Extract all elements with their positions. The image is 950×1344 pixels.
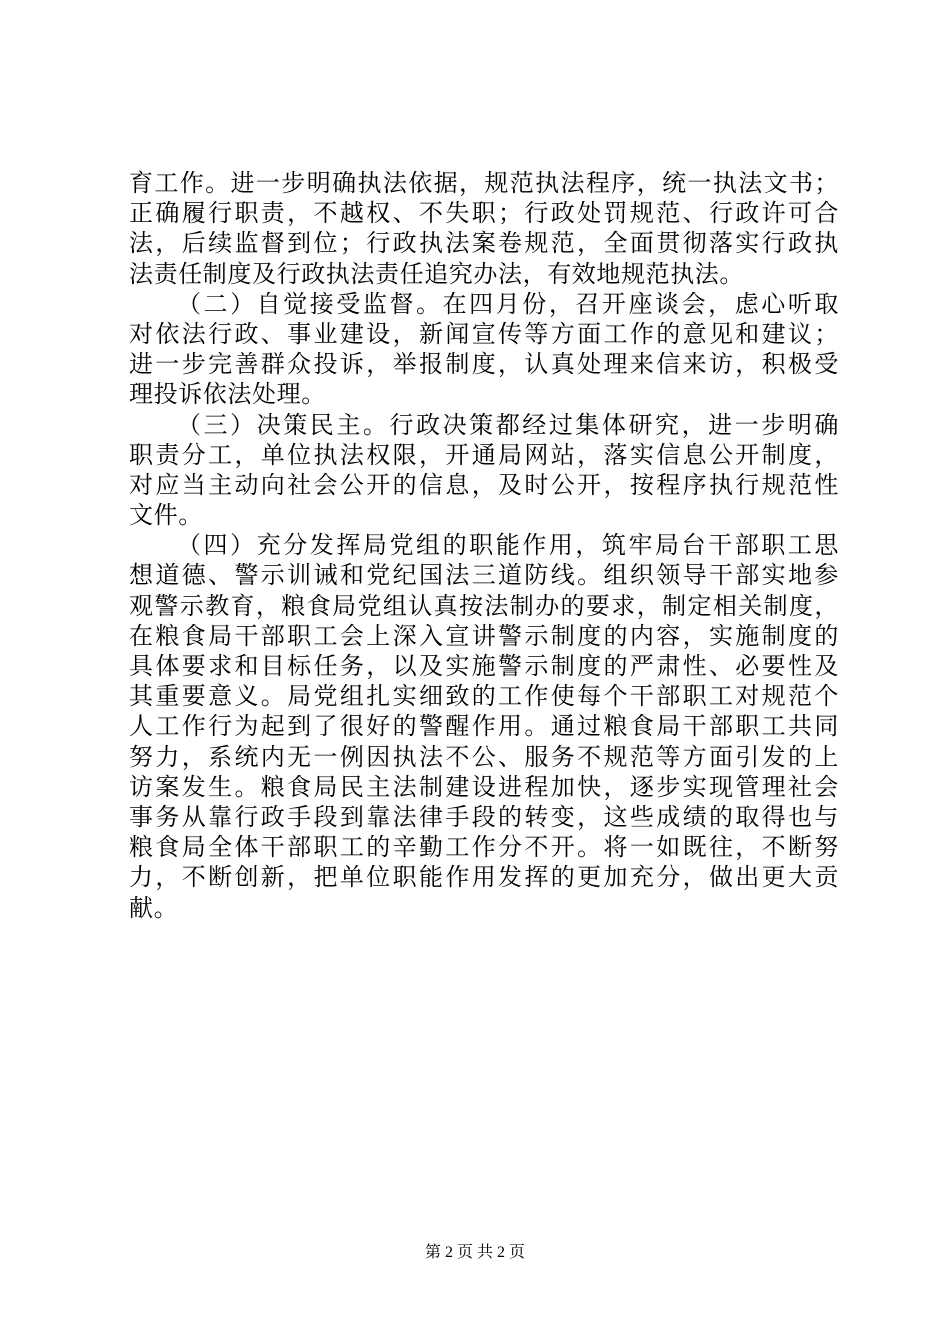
text-line: 努力，系统内无一例因执法不公、服务不规范等方面引发的上 [129, 742, 839, 771]
text-line: 在粮食局干部职工会上深入宣讲警示制度的内容，实施制度的 [129, 621, 839, 650]
text-line: 进一步完善群众投诉，举报制度，认真处理来信来访，积极受 [129, 350, 839, 379]
paragraph-start-line: （三）决策民主。行政决策都经过集体研究，进一步明确 [177, 410, 839, 439]
text-line: 职责分工，单位执法权限，开通局网站，落实信息公开制度， [129, 440, 839, 469]
text-line: 观警示教育，粮食局党组认真按法制办的要求，制定相关制度， [129, 591, 839, 620]
text-line: 法，后续监督到位；行政执法案卷规范，全面贯彻落实行政执 [129, 229, 839, 258]
text-line: 粮食局全体干部职工的辛勤工作分不开。将一如既往，不断努 [129, 833, 839, 862]
text-line: 献。 [129, 893, 179, 922]
text-line: 事务从靠行政手段到靠法律手段的转变，这些成绩的取得也与 [129, 802, 839, 831]
paragraph-start-line: （二）自觉接受监督。在四月份，召开座谈会，虑心听取 [177, 289, 839, 318]
text-line: 对应当主动向社会公开的信息，及时公开，按程序执行规范性 [129, 470, 839, 499]
text-line: 访案发生。粮食局民主法制建设进程加快，逐步实现管理社会 [129, 772, 839, 801]
text-line: 正确履行职责，不越权、不失职；行政处罚规范、行政许可合 [129, 199, 839, 228]
paragraph-start-line: （四）充分发挥局党组的职能作用，筑牢局台干部职工思 [177, 531, 839, 560]
text-line: 力，不断创新，把单位职能作用发挥的更加充分，做出更大贡 [129, 863, 839, 892]
page-number-footer: 第 2 页 共 2 页 [424, 1244, 525, 1261]
text-line: 其重要意义。局党组扎实细致的工作使每个干部职工对规范个 [129, 682, 839, 711]
body-text [129, 168, 839, 923]
text-line: 人工作行为起到了很好的警醒作用。通过粮食局干部职工共同 [129, 712, 839, 741]
text-line: 法责任制度及行政执法责任追究办法，有效地规范执法。 [129, 259, 744, 288]
text-line: 具体要求和目标任务，以及实施警示制度的严肃性、必要性及 [129, 652, 839, 680]
text-line: 育工作。进一步明确执法依据，规范执法程序，统一执法文书； [129, 169, 839, 197]
text-line: 文件。 [129, 501, 203, 530]
text-line: 想道德、警示训诫和党纪国法三道防线。组织领导干部实地参 [129, 561, 839, 590]
text-line: 理投诉依法处理。 [129, 380, 326, 409]
text-line: 对依法行政、事业建设，新闻宣传等方面工作的意见和建议； [129, 319, 839, 348]
